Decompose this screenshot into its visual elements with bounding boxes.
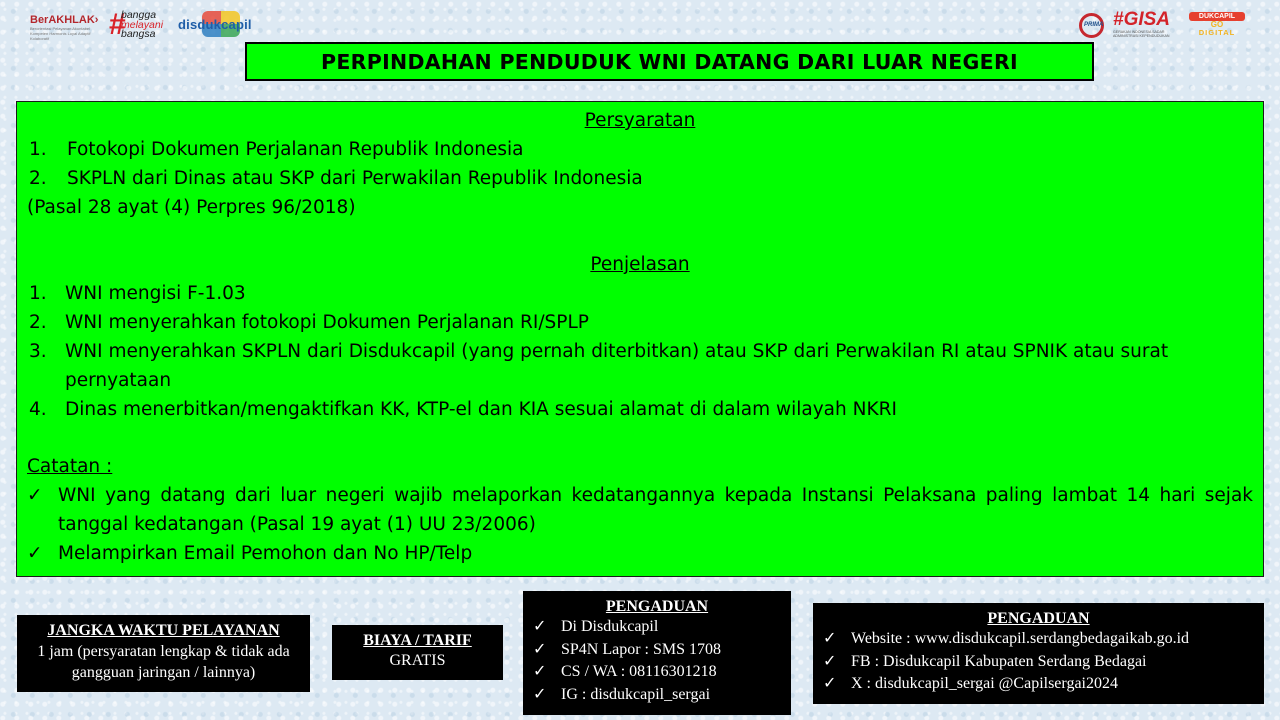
catatan-heading: Catatan : [27,456,113,477]
complaint-channel-text: IG : disdukcapil_sergai [561,685,711,703]
complaints-box-online [813,603,1264,704]
complaint-channel [823,628,1264,651]
checkmark-icon: ✓ [823,652,837,670]
penjelasan-heading: Penjelasan [590,254,690,275]
complaints-box-offline [523,591,791,715]
item-text: Dinas menerbitkan/mengaktifkan KK, KTP-el dan KIA sesuai alamat di dalam wilayah NKRI [65,399,897,420]
gisa-logo-title: #GISA [1113,9,1171,30]
go-digital-logo-top: DUKCAPIL [1189,12,1245,21]
complaints-heading: PENGADUAN [605,598,709,615]
item-text: WNI menyerahkan fotokopi Dokumen Perjalanan RI/SPLP [65,312,589,333]
item-number: 4. [29,399,47,420]
complaint-channel-text: Di Disdukcapil [561,618,659,635]
berakhlak-logo-tagline: Berorientasi Pelayanan Akuntabel Kompeten Harmonis Loyal Adaptif Kolaboratif [30,26,91,41]
complaint-channel [533,639,791,662]
persyaratan-legal-note: (Pasal 28 ayat (4) Perpres 96/2018) [27,197,356,218]
service-duration-text: 1 jam (persyaratan lengkap & tidak ada gangguan jaringan / lainnya) [37,643,290,681]
bangga-logo-text: bangga melayani bangsa [121,9,164,40]
berakhlak-logo-word: BerAKHLAK› [30,14,99,26]
complaint-channel-text: Website : www.disdukcapil.serdangbedagaikab.go.id [851,630,1190,647]
gisa-logo-subtitle: GERAKAN INDONESIA SADAR ADMINISTRASI KEPENDUDUKAN [1113,30,1170,38]
item-text: WNI mengisi F-1.03 [65,283,246,304]
fee-value: GRATIS [389,652,446,669]
disdukcapil-logo [178,11,270,39]
service-duration-heading: JANGKA WAKTU PELAYANAN [47,622,280,639]
item-number: 2. [29,312,47,333]
item-text: WNI yang datang dari luar negeri wajib melaporkan kedatangannya kepada Instansi Pelaksana paling lambat 14 hari sejak tanggal kedatangan (Pasal 19 ayat (1) UU 23/2006) [58,485,1253,535]
item-number: 2. [29,168,47,189]
checkmark-icon: ✓ [533,618,547,635]
complaint-channel-text: FB : Disdukcapil Kabupaten Serdang Bedagai [851,652,1147,670]
checkmark-icon: ✓ [533,663,547,680]
bangga-melayani-bangsa-logo [109,9,175,41]
persyaratan-item [27,164,1253,193]
page-title-box [245,42,1094,81]
item-number: 3. [29,341,47,362]
dukcapil-prima-logo [1079,13,1108,38]
fee-box [332,625,503,680]
persyaratan-heading: Persyaratan [584,110,696,131]
service-duration-box [17,615,310,692]
item-text: SKPLN dari Dinas atau SKP dari Perwakilan Republik Indonesia [67,168,643,189]
penjelasan-item [27,308,1253,337]
item-number: 1. [29,283,47,304]
complaint-channel [533,684,791,707]
penjelasan-item [27,337,1253,395]
item-text: Melampirkan Email Pemohon dan No HP/Telp [58,543,473,564]
complaint-channel-text: CS / WA : 08116301218 [561,663,717,680]
go-digital-logo-middle: GO [1210,20,1224,29]
chevron-right-icon: › [94,14,99,26]
checkmark-icon: ✓ [27,543,43,564]
complaint-channel [823,673,1264,696]
checkmark-icon: ✓ [823,630,837,647]
go-digital-logo-bottom: DIGITAL [1198,28,1236,37]
complaint-channel-text: SP4N Lapor : SMS 1708 [561,640,722,658]
penjelasan-item [27,279,1253,308]
prima-logo-text: PRIMA [1084,22,1104,28]
item-text: Fotokopi Dokumen Perjalanan Republik Indonesia [67,139,524,160]
checkmark-icon: ✓ [533,640,547,658]
disdukcapil-logo-text: disdukcapil [178,17,252,32]
catatan-item [27,481,1253,539]
complaint-channel [533,661,791,684]
gisa-logo [1113,10,1183,40]
complaints-heading: PENGADUAN [987,610,1090,627]
complaint-channel [823,651,1264,674]
item-text: WNI menyerahkan SKPLN dari Disdukcapil (yang pernah diterbitkan) atau SKP dari Perwakilan RI atau SPNIK atau surat pernyataan [65,341,1169,391]
requirements-panel [16,101,1264,577]
persyaratan-item [27,135,1253,164]
checkmark-icon: ✓ [533,685,547,703]
complaint-channel-text: X : disdukcapil_sergai @Capilsergai2024 [851,675,1118,692]
item-number: 1. [29,139,47,160]
catatan-item [27,539,1253,568]
complaint-channel [533,616,791,639]
penjelasan-item [27,395,1253,424]
fee-heading: BIAYA / TARIF [363,632,472,649]
berakhlak-logo [30,14,108,40]
checkmark-icon: ✓ [27,485,43,506]
dukcapil-go-digital-logo [1189,12,1245,38]
page-title: PERPINDAHAN PENDUDUK WNI DATANG DARI LUAR NEGERI [321,49,1018,74]
hashtag-icon: # [109,8,126,41]
checkmark-icon: ✓ [823,675,837,692]
